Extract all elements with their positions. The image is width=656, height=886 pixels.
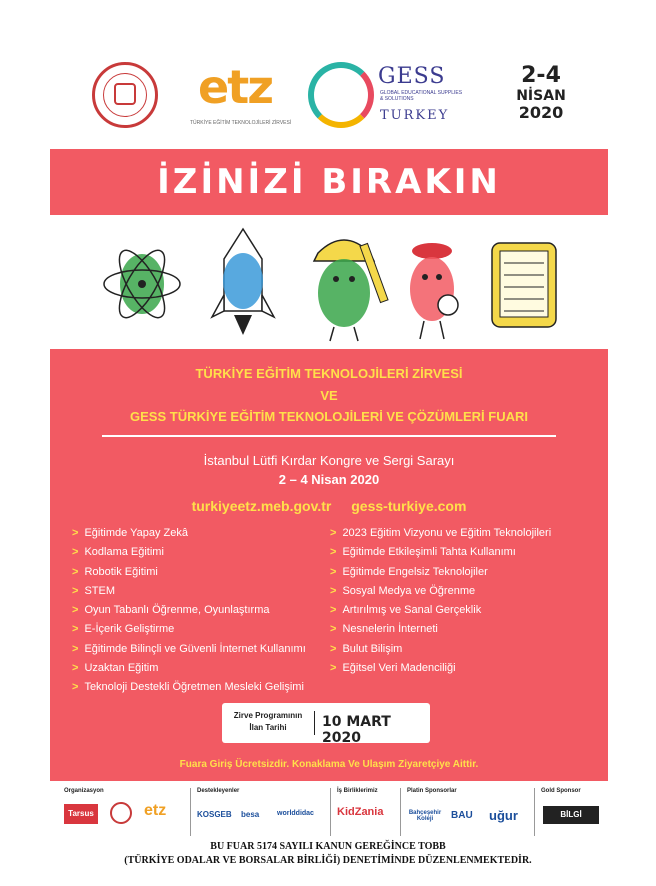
chevron-right-icon: > xyxy=(330,527,337,539)
bau-logo: BAU xyxy=(451,810,473,821)
announcement-box xyxy=(222,703,430,746)
event-venue: İstanbul Lütfi Kırdar Kongre ve Sergi Sarayı xyxy=(203,453,455,468)
legal-footer xyxy=(0,840,656,868)
chevron-right-icon: > xyxy=(330,623,337,636)
event-title-line2: VE xyxy=(320,388,338,403)
topic-right-item xyxy=(330,524,551,543)
topic-right-item-label: Eğitsel Veri Madenciliği xyxy=(342,662,456,675)
gess-country: TURKEY xyxy=(380,108,450,123)
platinum-group xyxy=(400,788,530,836)
topic-right-item-label: Bulut Bilişim xyxy=(342,642,403,655)
chevron-right-icon: > xyxy=(72,662,79,675)
topic-left-item xyxy=(72,563,306,582)
topic-left-item-label: E-İçerik Geliştirme xyxy=(84,623,175,636)
ministry-small-logo xyxy=(110,802,132,824)
organizer-group xyxy=(64,788,184,836)
topic-left-item-label: STEM xyxy=(84,584,115,597)
footer-line1: BU FUAR 5174 SAYILI KANUN GEREĞİNCE TOBB xyxy=(210,841,446,852)
topic-right-item-label: Nesnelerin İnterneti xyxy=(342,623,438,636)
bahcesehir-logo: Bahçeşehir Koleji xyxy=(408,810,442,822)
chevron-right-icon: > xyxy=(72,565,79,578)
supporters-caption: Destekleyenler xyxy=(197,788,240,794)
topic-left-item xyxy=(72,582,306,601)
rocket-fingerprint-icon xyxy=(210,225,276,341)
topic-left-item-label: Uzaktan Eğitim xyxy=(84,662,159,675)
header-date xyxy=(506,64,576,122)
topic-right-item xyxy=(330,620,551,639)
chevron-right-icon: > xyxy=(72,527,79,539)
supporters-group xyxy=(190,788,326,836)
topic-left-item-label: Teknoloji Destekli Öğretmen Mesleki Gelişimi xyxy=(84,681,304,694)
artist-fingerprint-icon xyxy=(400,233,470,343)
topic-left-item xyxy=(72,640,306,659)
chevron-right-icon: > xyxy=(330,642,337,655)
bilgi-logo: BİLGİ xyxy=(543,806,599,824)
etz-logo-word: etz xyxy=(198,60,272,114)
topic-right-item xyxy=(330,543,551,562)
calculator-tablet-icon xyxy=(490,241,560,331)
etz-small-logo: etz xyxy=(144,802,167,819)
topic-right-item xyxy=(330,640,551,659)
header-date-month: NİSAN xyxy=(516,88,566,104)
topic-left-item-label: Oyun Tabanlı Öğrenme, Oyunlaştırma xyxy=(84,604,270,617)
announcement-date: 10 MART 2020 xyxy=(322,714,391,746)
entry-note: Fuara Giriş Ücretsizdir. Konaklama Ve Ulaşım Ziyaretçiye Aittir. xyxy=(179,759,479,770)
chevron-right-icon: > xyxy=(330,584,337,597)
partners-caption: İş Birliklerimiz xyxy=(337,788,378,794)
topic-left-item xyxy=(72,601,306,620)
engineer-fingerprint-icon xyxy=(304,223,394,343)
topic-right-item xyxy=(330,659,551,678)
topic-right-item-label: Eğitimde Engelsiz Teknolojiler xyxy=(342,565,488,578)
etz-logo xyxy=(190,60,292,132)
chevron-right-icon: > xyxy=(330,604,337,617)
illustration-row xyxy=(50,215,608,349)
topic-right-item-label: Sosyal Medya ve Öğrenme xyxy=(342,584,476,597)
gess-title: GESS xyxy=(378,64,446,89)
header xyxy=(78,50,578,140)
gess-subtitle: GLOBAL EDUCATIONAL SUPPLIES & SOLUTIONS xyxy=(380,90,463,102)
ugur-logo: uğur xyxy=(489,808,518,823)
topic-right-item-label: 2023 Eğitim Vizyonu ve Eğitim Teknolojileri xyxy=(342,527,552,539)
topic-left-item xyxy=(72,524,306,543)
announcement-label: Zirve Programının İlan Tarihi xyxy=(233,711,303,732)
organizer-caption: Organizasyon xyxy=(64,788,104,794)
topic-right-item-label: Eğitimde Etkileşimli Tahta Kullanımı xyxy=(342,546,516,559)
link-turkiyeetz[interactable]: turkiyeetz.meb.gov.tr xyxy=(191,498,332,514)
besa-logo: besa xyxy=(241,810,260,819)
chevron-right-icon: > xyxy=(330,565,337,578)
chevron-right-icon: > xyxy=(72,642,79,655)
topic-right-item-label: Artırılmış ve Sanal Gerçeklik xyxy=(342,604,482,617)
kidzania-logo: KidZania xyxy=(337,806,384,818)
topic-left-item-label: Eğitimde Yapay Zekâ xyxy=(84,527,188,539)
header-date-year: 2020 xyxy=(518,103,564,122)
chevron-right-icon: > xyxy=(72,604,79,617)
topic-left-item-label: Eğitimde Bilinçli ve Güvenli İnternet Kullanımı xyxy=(84,642,306,655)
chevron-right-icon: > xyxy=(72,546,79,559)
event-dates: 2 – 4 Nisan 2020 xyxy=(278,472,380,487)
event-title-line1: TÜRKİYE EĞİTİM TEKNOLOJİLERİ ZİRVESİ xyxy=(195,366,463,381)
header-date-days: 2-4 xyxy=(521,63,561,88)
ministry-seal-logo xyxy=(92,62,158,128)
chevron-right-icon: > xyxy=(330,546,337,559)
etz-logo-caption: TÜRKİYE EĞİTİM TEKNOLOJİLERİ ZİRVESİ xyxy=(190,120,292,126)
event-info-panel xyxy=(50,349,608,781)
tarsus-logo: Tarsus xyxy=(64,804,98,824)
chevron-right-icon: > xyxy=(72,681,79,694)
kosgeb-logo: KOSGEB xyxy=(197,810,232,819)
topics-right-list xyxy=(330,524,551,678)
topic-right-item xyxy=(330,601,551,620)
event-websites xyxy=(50,498,608,514)
topic-right-item xyxy=(330,582,551,601)
divider xyxy=(102,435,556,437)
event-title-line3: GESS TÜRKİYE EĞİTİM TEKNOLOJİLERİ VE ÇÖZÜMLERİ FUARI xyxy=(130,409,528,424)
title-banner xyxy=(50,149,608,215)
link-gess-turkiye[interactable]: gess-turkiye.com xyxy=(351,498,467,514)
announcement-separator xyxy=(314,711,315,735)
gold-group xyxy=(534,788,608,836)
chevron-right-icon: > xyxy=(330,662,337,675)
topic-right-item xyxy=(330,563,551,582)
platinum-caption: Platin Sponsorlar xyxy=(407,788,457,794)
topic-left-item xyxy=(72,659,306,678)
topics-left-list xyxy=(72,524,306,698)
chevron-right-icon: > xyxy=(72,623,79,636)
topic-left-item-label: Kodlama Eğitimi xyxy=(84,546,164,559)
footer-line2: (TÜRKİYE ODALAR VE BORSALAR BİRLİĞİ) DENETİMİNDE DÜZENLENMEKTEDİR. xyxy=(124,855,532,866)
sponsors-strip xyxy=(50,788,608,836)
gold-caption: Gold Sponsor xyxy=(541,788,581,794)
gess-logo-icon xyxy=(308,62,374,128)
partners-group xyxy=(330,788,398,836)
atom-fingerprint-icon xyxy=(102,239,182,329)
worlddidac-logo: worlddidac xyxy=(277,810,314,817)
chevron-right-icon: > xyxy=(72,584,79,597)
topic-left-item xyxy=(72,678,306,697)
topic-left-item xyxy=(72,620,306,639)
topic-left-item-label: Robotik Eğitimi xyxy=(84,565,158,578)
topic-left-item xyxy=(72,543,306,562)
banner-title: İZİNİZİ BIRAKIN xyxy=(157,162,501,202)
